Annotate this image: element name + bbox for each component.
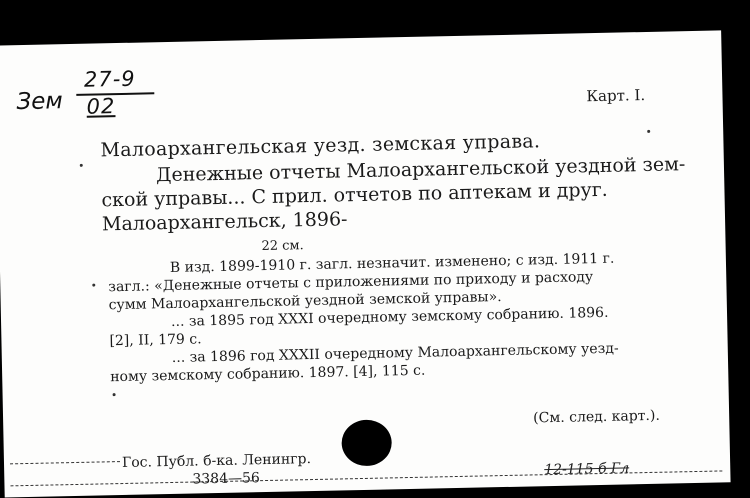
note-line-1: В изд. 1899-1910 г. загл. незначит. изменено; с изд. 1911 г.	[169, 250, 615, 276]
title-line-2: ской управы... С прил. отчетов по аптекам и друг.	[101, 178, 608, 212]
speck	[80, 164, 83, 167]
library-name: Гос. Публ. б-ка. Ленингр.	[121, 451, 312, 472]
catalog-card	[0, 30, 731, 497]
divider-bottom	[10, 470, 722, 486]
size-note: 22 см.	[261, 238, 304, 255]
note-line-4: ... за 1895 год XXXI очередному земскому собранию. 1896.	[170, 304, 609, 330]
divider-left	[10, 461, 120, 464]
speck	[92, 284, 95, 287]
cipher-top: 27-9	[83, 66, 136, 92]
heading: Малоархангельская уезд. земская управа.	[100, 130, 541, 162]
title-line-3: Малоархангельск, 1896-	[101, 208, 348, 236]
note-line-5: [2], II, 179 с.	[109, 331, 202, 350]
note-line-3: сумм Малоархангельской уездной земской управы».	[108, 289, 502, 314]
punch-hole	[341, 419, 392, 466]
library-number: 3384—56	[192, 470, 260, 488]
stamp-mark: 12-115 б Гл	[544, 460, 630, 479]
cipher-left: Зем	[16, 88, 63, 116]
continued-note: (См. след. карт.).	[533, 407, 660, 427]
note-line-7: ному земскому собранию. 1897. [4], 115 с.	[110, 362, 426, 386]
speck	[647, 130, 650, 133]
card-number: Карт. I.	[586, 85, 646, 106]
title-line-1: Денежные отчеты Малоархангельской уездной зем-	[155, 153, 686, 187]
cipher-bottom: 02	[86, 94, 116, 119]
speck	[113, 393, 116, 396]
note-line-2: загл.: «Денежные отчеты с приложениями по приходу и расходу	[108, 269, 594, 296]
note-line-6: ... за 1896 год XXXII очередному Малоархангельскому уезд-	[171, 340, 619, 366]
